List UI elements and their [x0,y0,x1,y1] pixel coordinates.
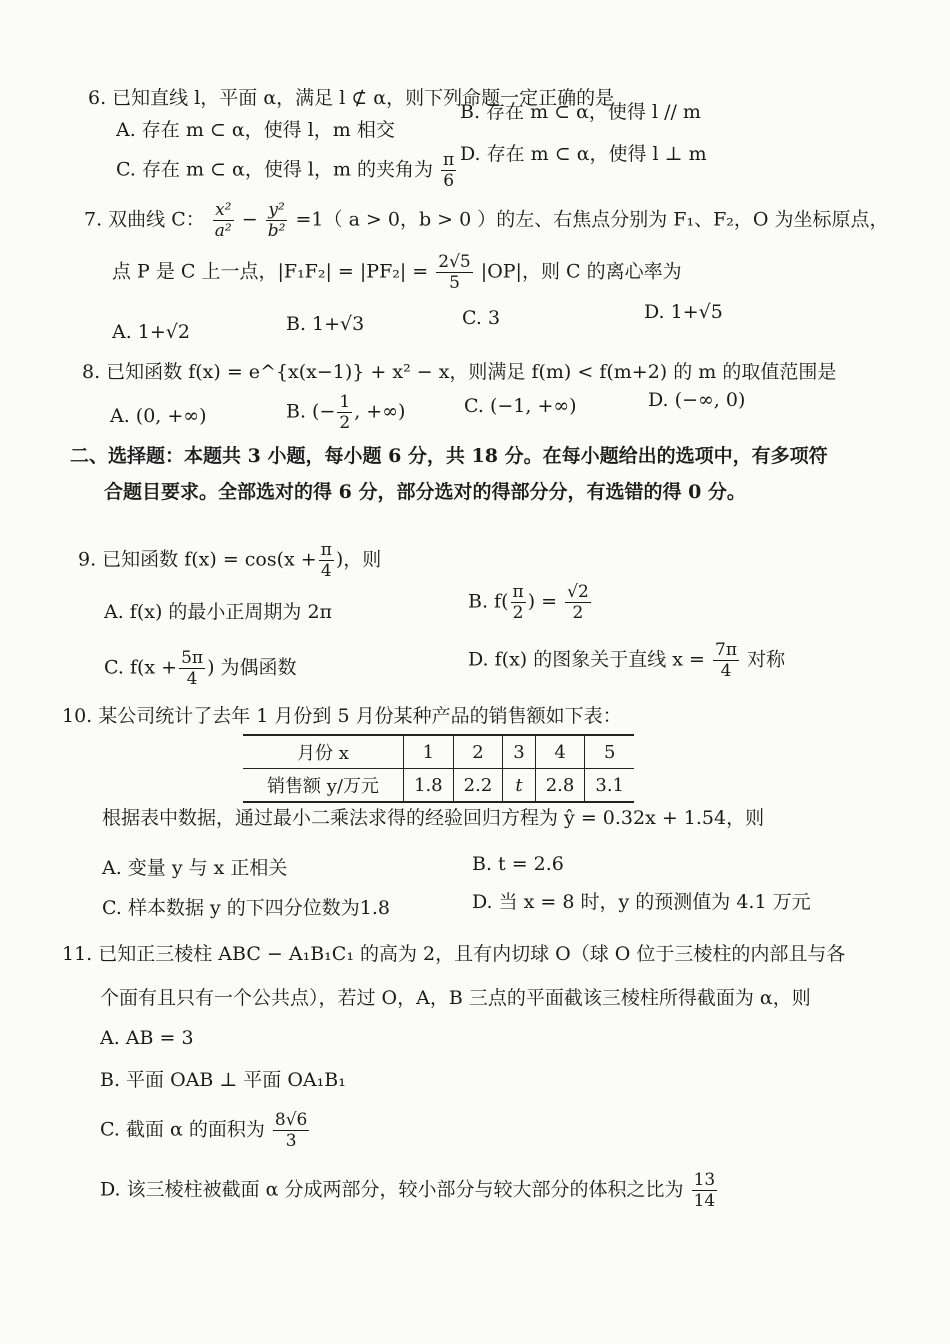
q6-stem: 6. 已知直线 l，平面 α，满足 l ⊄ α，则下列命题一定正确的是 [88,87,615,109]
table-cell: 月份 x [243,735,404,769]
fraction-numerator: 13 [693,1170,716,1190]
q11-option-d-text: D. 该三棱柱被截面 α 分成两部分，较小部分与较大部分的体积之比为 [100,1178,684,1201]
table-cell: 销售额 y/万元 [267,776,379,797]
q9-option-c-suffix: ) 为偶函数 [207,656,297,679]
fraction-numerator: 2√5 [438,252,471,272]
fraction-denominator: 14 [693,1191,716,1211]
q7-y-fraction: $\frac{\text{y²}}{\text{b²}}$ [267,200,286,241]
q6-option-d: D. 存在 m ⊂ α，使得 l ⊥ m [460,143,707,165]
table-cell: 2.2 [453,769,503,803]
q8-option-b-suffix: , +∞) [354,400,406,423]
fraction-numerator: 8√6 [274,1110,308,1130]
q11-line2: 个面有且只有一个公共点），若过 O，A，B 三点的平面截该三棱柱所得截面为 α，则 [100,987,811,1009]
q7-line2-suffix: |OP|，则 C 的离心率为 [480,260,682,283]
q9-option-d-suffix: 对称 [747,648,786,671]
q8-option-a: A. (0, +∞) [110,405,207,427]
q7-x-fraction: $\frac{\text{x²}}{\text{a²}}$ [214,200,232,241]
q9-option-b-suffix: ) = [527,590,558,613]
q8-option-d: D. (−∞, 0) [648,389,746,411]
q8-option-c: C. (−1, +∞) [464,395,577,417]
q9-stem-suffix: )，则 [335,548,382,571]
q11-option-a: A. AB = 3 [100,1027,194,1049]
q9-option-a: A. f(x) 的最小正周期为 2π [104,601,333,623]
q7-option-a: A. 1+√2 [112,321,191,343]
q8-option-b-prefix: B. (− [286,400,336,423]
table-cell: 2 [453,735,503,769]
fraction-denominator: 3 [285,1131,297,1151]
q7-option-d: D. 1+√5 [644,301,723,323]
q8-option-b-fraction: $\frac{1}{2}$ [339,392,351,433]
sales-table [243,734,634,803]
q9-option-c-prefix: C. f(x + [104,656,178,679]
q9-option-d-fraction: $\frac{7\pi}{4}$ [715,640,738,681]
q11-option-d [100,1170,719,1211]
table-cell: 5 [585,735,634,769]
q8-option-b [286,392,405,433]
q7-stem-prefix: 7. 双曲线 C： [84,208,205,231]
q9-stem-fraction: $\frac{\pi}{4}$ [320,540,332,581]
q10-option-d: D. 当 x = 8 时，y 的预测值为 4.1 万元 [472,891,811,913]
table-cell: 1 [404,735,454,769]
q9-option-b-prefix: B. f( [468,590,509,613]
q9-option-b-fraction-2: $\frac{√2}{2}$ [567,582,589,623]
q7-line2 [112,252,682,293]
q10-line2: 根据表中数据，通过最小二乘法求得的经验回归方程为 ŷ = 0.32x + 1.54，则 [102,807,765,829]
q11-option-c-text: C. 截面 α 的面积为 [100,1118,265,1141]
section2-line2: 合题目要求。全部选对的得 6 分，部分选对的得部分分，有选错的得 0 分。 [104,481,746,503]
table-cell: 1.8 [404,769,454,803]
q11-stem: 11. 已知正三棱柱 ABC − A₁B₁C₁ 的高为 2，且有内切球 O（球 O 位于三棱柱的内部且与各 [62,943,846,965]
table-cell: 4 [535,735,585,769]
q10-option-c: C. 样本数据 y 的下四分位数为1.8 [102,897,390,919]
q9-option-d [468,640,785,681]
fraction-numerator: π [443,150,455,170]
q10-option-b: B. t = 2.6 [472,853,564,875]
table-cell: 3.1 [585,769,634,803]
table-cell: 3 [503,735,535,769]
q9-option-b-fraction-1: $\frac{\pi}{2}$ [512,582,524,623]
q6-option-c [116,150,458,191]
q9-option-b [468,582,593,623]
q10-option-a: A. 变量 y 与 x 正相关 [102,857,288,879]
table-cell: 2.8 [535,769,585,803]
q6-option-c-text: C. 存在 m ⊂ α，使得 l，m 的夹角为 [116,158,433,181]
section2-line1: 二、选择题：本题共 3 小题，每小题 6 分，共 18 分。在每小题给出的选项中，有多项符 [70,445,828,467]
q10-stem: 10. 某公司统计了去年 1 月份到 5 月份某种产品的销售额如下表： [62,705,622,727]
table-row [243,769,634,803]
q9-option-c [104,648,297,689]
q6-option-b: B. 存在 m ⊂ α，使得 l // m [460,101,701,123]
q9-stem [78,540,381,581]
q7-stem-suffix: =1（ a > 0，b > 0 ）的左、右焦点分别为 F₁、F₂，O 为坐标原点， [295,208,889,231]
fraction-denominator: 5 [449,273,460,293]
q11-option-c [100,1110,311,1151]
table-cell: t [503,769,535,803]
fraction-denominator: 6 [443,171,455,191]
q7-fraction [436,252,472,293]
q8-stem: 8. 已知函数 f(x) = e^{x(x−1)} + x² − x，则满足 f(m) < f(m+2) 的 m 的取值范围是 [82,361,837,383]
table-header-row [243,735,634,769]
q6-option-c-fraction [441,150,456,191]
q7-option-c: C. 3 [462,307,501,329]
q9-option-d-prefix: D. f(x) 的图象关于直线 x = [468,648,705,671]
q11-option-b: B. 平面 OAB ⊥ 平面 OA₁B₁ [100,1069,346,1091]
q6-option-a: A. 存在 m ⊂ α，使得 l，m 相交 [116,119,395,141]
q7-stem: 7. 双曲线 C： $\frac{\text{x²}}{\text{a²}}$ − $\frac{\text{y²}}{\text{b²}}$ =1（ a > 0，b > 0 ）的左、右焦点分别为 F₁、F₂，O 为坐标原点， [84,200,889,241]
q11-option-d-fraction [692,1170,718,1211]
q11-option-c-fraction [273,1110,309,1151]
q9-stem-prefix: 9. 已知函数 f(x) = cos(x + [78,548,317,571]
q7-option-b: B. 1+√3 [286,313,365,335]
q9-option-c-fraction: $\frac{5\pi}{4}$ [181,648,204,689]
q7-line2-prefix: 点 P 是 C 上一点，|F₁F₂| = |PF₂| = [112,260,429,283]
